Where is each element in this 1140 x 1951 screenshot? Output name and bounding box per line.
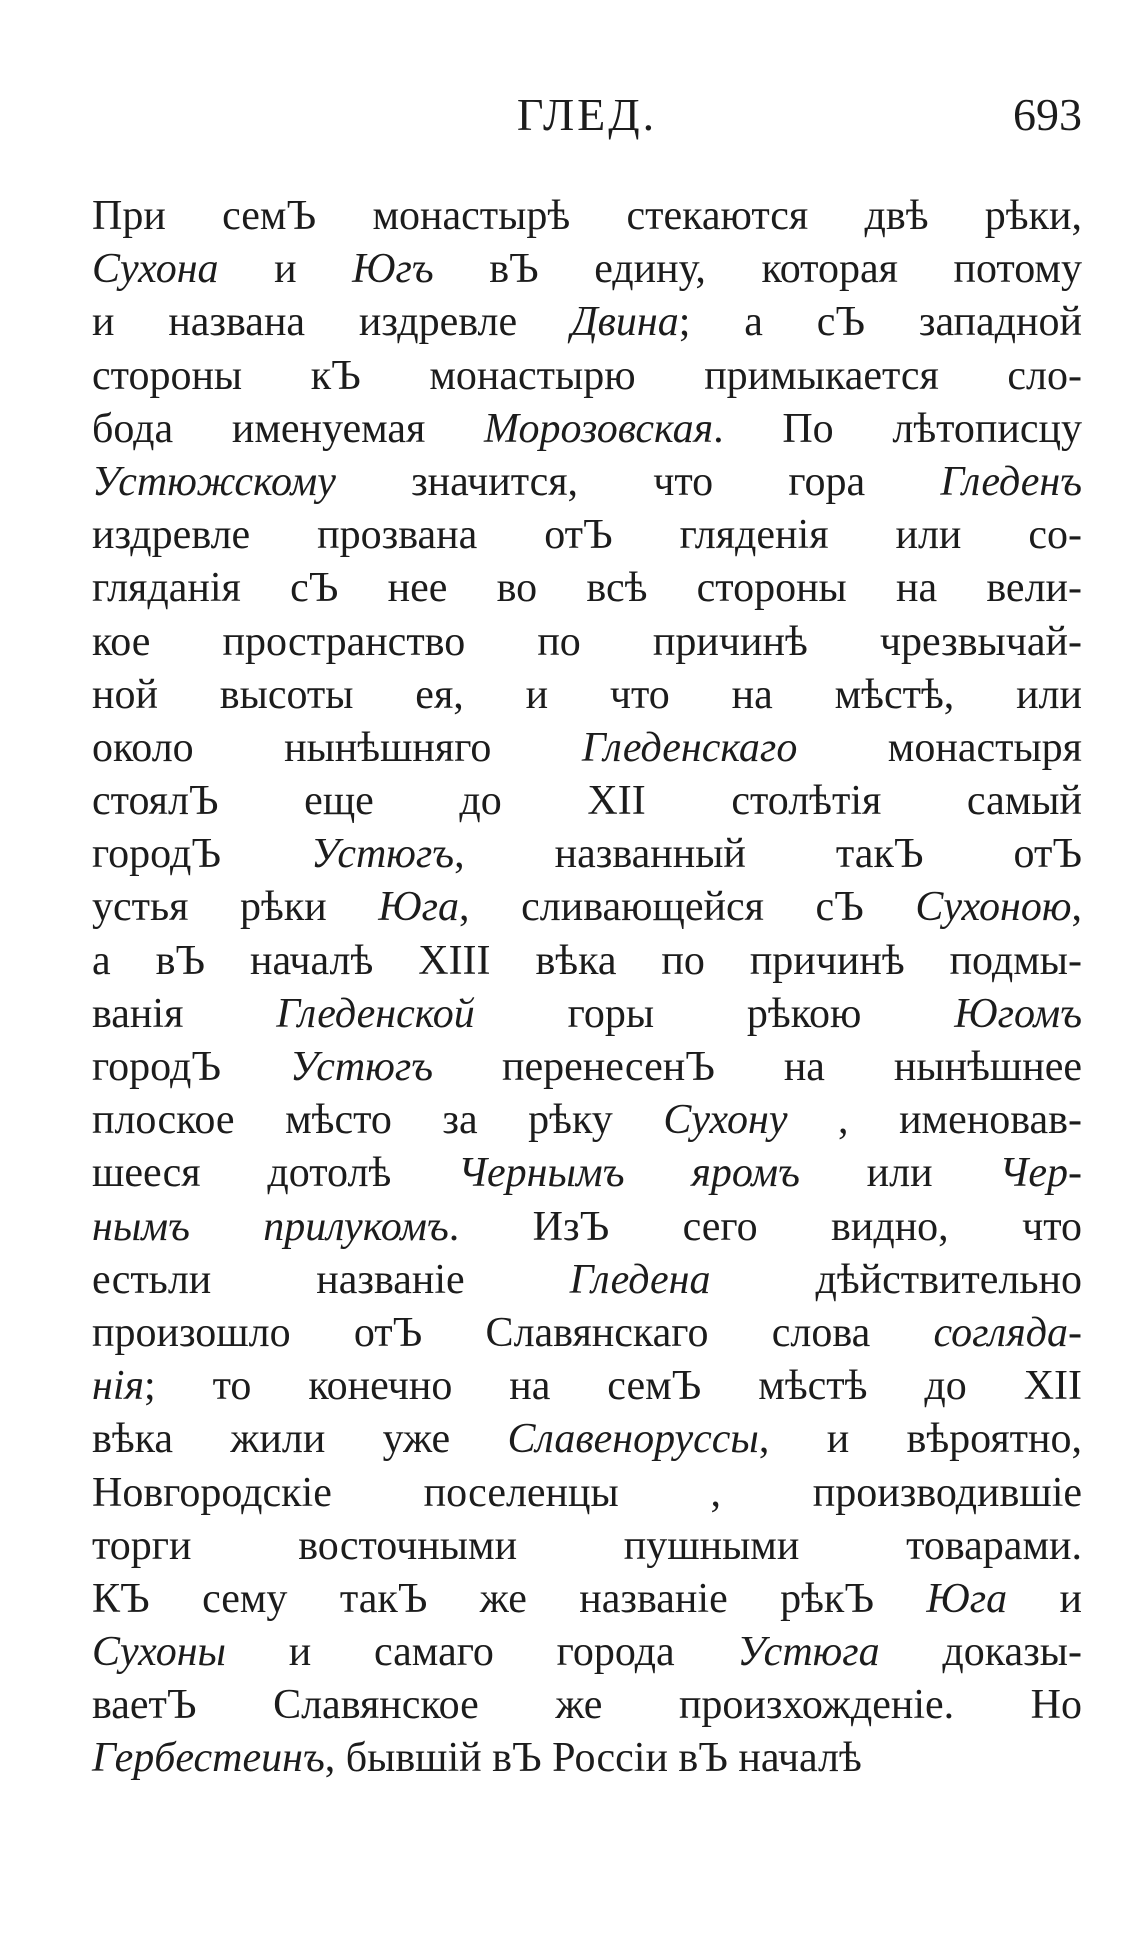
italic-term: Чер- bbox=[999, 1150, 1082, 1197]
italic-term: согляда- bbox=[933, 1309, 1082, 1356]
italic-term: Юга bbox=[378, 884, 460, 931]
text-line: и названа издревле Двина; а сЪ западной bbox=[92, 299, 1082, 346]
text-line: гляданія сЪ нее во всѣ стороны на вели- bbox=[92, 565, 1082, 612]
italic-term: Гледенъ bbox=[940, 458, 1082, 505]
text-line: плоское мѣсто за рѣку Сухону , именовав- bbox=[92, 1097, 1082, 1144]
italic-term: Сухону bbox=[663, 1097, 788, 1144]
italic-term: нія bbox=[92, 1363, 145, 1410]
italic-term: Гледена bbox=[569, 1256, 711, 1303]
text-line: естьли названіе Гледена дѣйствительно bbox=[92, 1256, 1082, 1303]
page-number: 693 bbox=[1013, 89, 1082, 140]
running-title: ГЛЕД. bbox=[516, 89, 658, 140]
body-text bbox=[92, 190, 1082, 1786]
text-line: Устюжскому значится, что гора Гледенъ bbox=[92, 458, 1082, 505]
text-line: При семЪ монастырѣ стекаются двѣ рѣки, bbox=[92, 193, 1082, 239]
text-line: Гербестеинъ, бывшій вЪ Россіи вЪ началѣ bbox=[92, 1735, 862, 1782]
italic-term: Славеноруссы bbox=[507, 1416, 759, 1463]
text-line: Сухоны и самаго города Устюга доказы- bbox=[92, 1629, 1082, 1676]
text-line: устья рѣки Юга, сливающейся сЪ Сухоною, bbox=[92, 884, 1082, 931]
text-line: нія; то конечно на семЪ мѣстѣ до XII bbox=[92, 1363, 1082, 1410]
text-line: а вЪ началѣ XIII вѣка по причинѣ подмы- bbox=[92, 937, 1082, 984]
italic-term: Гледенской bbox=[276, 990, 475, 1037]
text-line: кое пространство по причинѣ чрезвычай- bbox=[92, 618, 1082, 665]
italic-term: Югъ bbox=[352, 246, 434, 293]
text-line: произошло отЪ Славянскаго слова согляда- bbox=[92, 1309, 1082, 1356]
text-line: Новгородскіе поселенцы , производившіе bbox=[92, 1469, 1082, 1516]
italic-term: Сухона bbox=[92, 246, 219, 293]
text-line: Сухона и Югъ вЪ едину, которая потому bbox=[92, 246, 1082, 293]
italic-term: Устюга bbox=[737, 1629, 880, 1676]
italic-term: Гербестеинъ bbox=[92, 1735, 325, 1782]
text-line: КЪ сему такЪ же названіе рѣкЪ Юга и bbox=[92, 1575, 1082, 1622]
italic-term: нымъ прилукомъ bbox=[92, 1203, 449, 1250]
text-line: ной высоты ея, и что на мѣстѣ, или bbox=[92, 671, 1082, 718]
text-line: бода именуемая Морозовская. По лѣтописцу bbox=[92, 405, 1082, 452]
italic-term: Сухоны bbox=[92, 1629, 226, 1676]
italic-term: Устюгъ bbox=[311, 831, 455, 878]
italic-term: Гледенскаго bbox=[581, 724, 798, 771]
italic-term: Устюжскому bbox=[92, 458, 336, 505]
text-line: стоялЪ еще до XII столѣтія самый bbox=[92, 778, 1082, 825]
text-line: ваетЪ Славянское же произхожденіе. Но bbox=[92, 1682, 1082, 1729]
text-line: около нынѣшняго Гледенскаго монастыря bbox=[92, 724, 1082, 771]
text-line: торги восточными пушными товарами. bbox=[92, 1522, 1082, 1569]
text-line: нымъ прилукомъ. ИзЪ сего видно, что bbox=[92, 1203, 1082, 1250]
text-line: шееся дотолѣ Чернымъ яромъ или Чер- bbox=[92, 1150, 1082, 1197]
italic-term: Сухоною bbox=[915, 884, 1072, 931]
italic-term: Юга bbox=[926, 1575, 1008, 1622]
italic-term: Двина bbox=[570, 299, 679, 346]
italic-term: Устюгъ bbox=[289, 1044, 434, 1090]
text-line: городЪ Устюгъ, названный такЪ отЪ bbox=[92, 831, 1082, 878]
text-line: стороны кЪ монастырю примыкается сло- bbox=[92, 352, 1082, 399]
text-line: ванія Гледенской горы рѣкою Югомъ bbox=[92, 990, 1082, 1037]
text-line: вѣка жили уже Славеноруссы, и вѣроятно, bbox=[92, 1416, 1083, 1463]
italic-term: Морозовская bbox=[484, 405, 714, 452]
italic-term: Югомъ bbox=[954, 990, 1082, 1037]
text-line: городЪ Устюгъ перенесенЪ на нынѣшнее bbox=[92, 1044, 1082, 1090]
text-line: издревле прозвана отЪ гляденія или со- bbox=[92, 512, 1082, 559]
italic-term: Чернымъ яромъ bbox=[458, 1150, 800, 1197]
running-head bbox=[92, 88, 1082, 148]
